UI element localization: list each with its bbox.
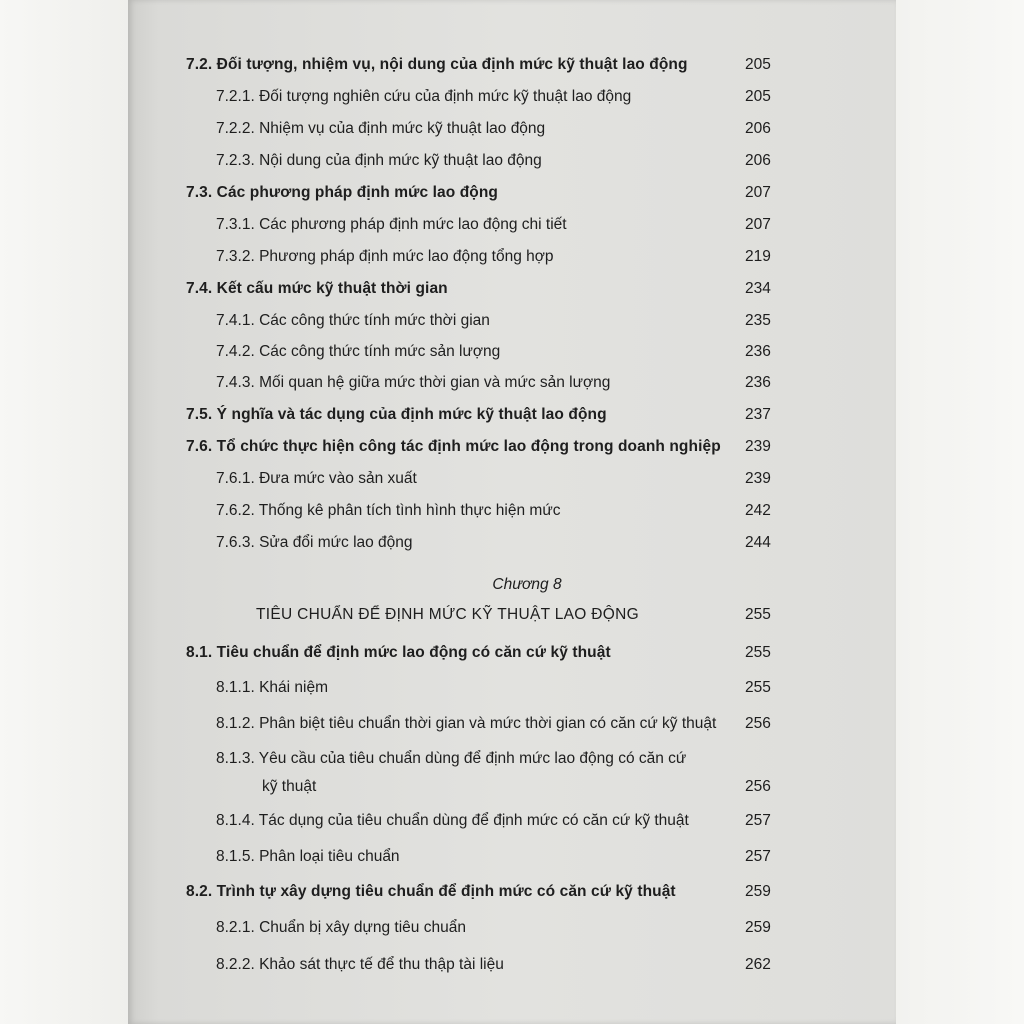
toc-subsection-7-3-1: [0, 210, 1024, 240]
toc-subsection-8-1-1: [0, 673, 1024, 703]
toc-page: 236: [745, 343, 771, 360]
toc-page: 255: [745, 679, 771, 696]
toc-page: 205: [745, 56, 771, 73]
toc-subsection-7-3-2: [0, 242, 1024, 272]
toc-section-8-1: [0, 638, 1024, 668]
toc-title: 7.4.3. Mối quan hệ giữa mức thời gian và mức sản lượng: [216, 374, 611, 391]
toc-title: 7.4.1. Các công thức tính mức thời gian: [216, 312, 490, 329]
toc-subsection-8-1-4: [0, 806, 1024, 836]
toc-title: 8.1.1. Khái niệm: [216, 679, 329, 696]
toc-title: 7.2.1. Đối tượng nghiên cứu của định mức kỹ thuật lao động: [216, 88, 632, 105]
toc-subsection-8-1-2: [0, 709, 1024, 739]
toc-page: 242: [745, 502, 771, 519]
chapter-title: TIÊU CHUẨN ĐỂ ĐỊNH MỨC KỸ THUẬT LAO ĐỘNG: [256, 606, 639, 623]
toc-title: 7.6.2. Thống kê phân tích tình hình thực hiện mức: [216, 502, 561, 519]
toc-title: 7.4. Kết cấu mức kỹ thuật thời gian: [186, 280, 448, 297]
toc-subsection-7-2-2: [0, 114, 1024, 144]
toc-page: 219: [745, 248, 771, 265]
toc-page: 244: [745, 534, 771, 551]
toc-section-7-5: [0, 400, 1024, 430]
toc-page: 235: [745, 312, 771, 329]
toc-title: 7.3. Các phương pháp định mức lao động: [186, 184, 498, 201]
toc-page: 206: [745, 120, 771, 137]
toc-page: 257: [745, 812, 771, 829]
toc-title: 8.1.4. Tác dụng của tiêu chuẩn dùng để định mức có căn cứ kỹ thuật: [216, 812, 689, 829]
toc-page: 259: [745, 883, 771, 900]
toc-title: 8.1. Tiêu chuẩn để định mức lao động có căn cứ kỹ thuật: [186, 644, 611, 661]
toc-page: 262: [745, 956, 771, 973]
toc-title: 7.3.1. Các phương pháp định mức lao động chi tiết: [216, 216, 567, 233]
toc-page: 237: [745, 406, 771, 423]
toc-page: 206: [745, 152, 771, 169]
toc-title: 7.4.2. Các công thức tính mức sản lượng: [216, 343, 501, 360]
toc-title: 7.6. Tổ chức thực hiện công tác định mức lao động trong doanh nghiệp: [186, 438, 721, 455]
toc-page: 205: [745, 88, 771, 105]
toc-subsection-8-1-3: [0, 744, 1024, 802]
toc-page: 255: [745, 606, 771, 623]
toc-page: 259: [745, 919, 771, 936]
toc-page: 236: [745, 374, 771, 391]
toc-title: 7.2.2. Nhiệm vụ của định mức kỹ thuật lao động: [216, 120, 546, 137]
toc-subsection-7-4-1: [0, 306, 1024, 336]
toc-section-7-4: [0, 274, 1024, 304]
toc-title: 7.5. Ý nghĩa và tác dụng của định mức kỹ thuật lao động: [186, 406, 607, 423]
toc-page: 234: [745, 280, 771, 297]
toc-subsection-7-2-1: [0, 82, 1024, 112]
toc-page: 239: [745, 470, 771, 487]
toc-page: 239: [745, 438, 771, 455]
toc-subsection-8-1-5: [0, 842, 1024, 872]
toc-subsection-7-6-3: [0, 528, 1024, 558]
toc-page: 255: [745, 644, 771, 661]
toc-subsection-7-4-2: [0, 337, 1024, 367]
toc-section-8-2: [0, 877, 1024, 907]
toc-title: 8.2.1. Chuẩn bị xây dựng tiêu chuẩn: [216, 919, 466, 936]
toc-page: 257: [745, 848, 771, 865]
toc-subsection-8-2-2: [0, 950, 1024, 980]
toc-section-7-3: [0, 178, 1024, 208]
toc-title: 8.2. Trình tự xây dựng tiêu chuẩn để định mức có căn cứ kỹ thuật: [186, 883, 676, 900]
toc-page: 207: [745, 216, 771, 233]
toc-subsection-7-2-3: [0, 146, 1024, 176]
toc-section-7-2: [0, 50, 1024, 80]
chapter-label: Chương 8: [492, 576, 562, 593]
toc-title: 8.1.2. Phân biệt tiêu chuẩn thời gian và mức thời gian có căn cứ kỹ thuật: [216, 715, 717, 732]
toc-title: 8.2.2. Khảo sát thực tế để thu thập tài liệu: [216, 956, 504, 973]
toc-title: 8.1.3. Yêu cầu của tiêu chuẩn dùng để định mức lao động có căn cứ: [216, 750, 687, 767]
toc-page: 207: [745, 184, 771, 201]
toc-title-continued: kỹ thuật: [262, 778, 317, 795]
chapter-title-row: [0, 600, 1024, 630]
toc-subsection-7-4-3: [0, 368, 1024, 398]
toc-title: 7.3.2. Phương pháp định mức lao động tổng hợp: [216, 248, 554, 265]
toc-title: 7.6.1. Đưa mức vào sản xuất: [216, 470, 417, 487]
toc-title: 7.2.3. Nội dung của định mức kỹ thuật lao động: [216, 152, 542, 169]
toc-subsection-8-2-1: [0, 913, 1024, 943]
toc-subsection-7-6-2: [0, 496, 1024, 526]
toc-section-7-6: [0, 432, 1024, 462]
toc-title: 7.6.3. Sửa đổi mức lao động: [216, 534, 413, 551]
toc-page: 256: [745, 778, 771, 795]
toc-page: 256: [745, 715, 771, 732]
toc-title: 7.2. Đối tượng, nhiệm vụ, nội dung của định mức kỹ thuật lao động: [186, 56, 688, 73]
toc-title: 8.1.5. Phân loại tiêu chuẩn: [216, 848, 400, 865]
toc-subsection-7-6-1: [0, 464, 1024, 494]
